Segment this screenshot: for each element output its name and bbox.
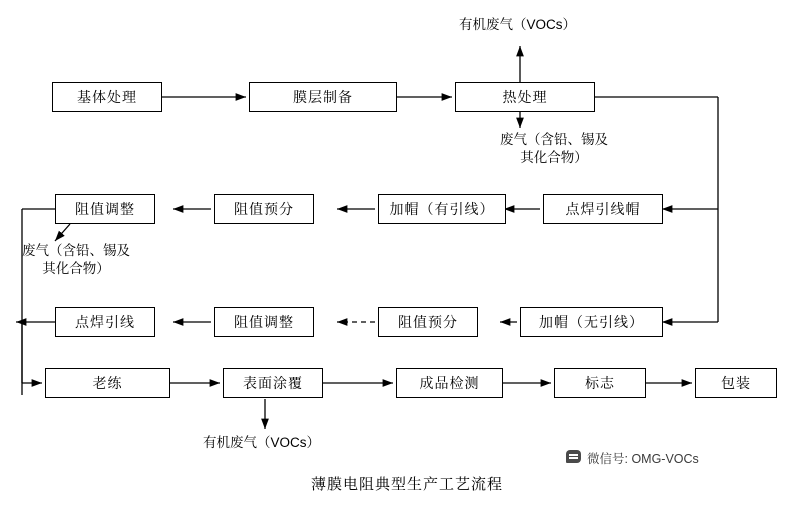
annotation-line: 废气（含铅、锡及 [500, 132, 608, 147]
watermark-text: 微信号: OMG-VOCs [587, 452, 699, 466]
annotation-vocs-heat-treatment [459, 16, 576, 34]
process-box-resistance-presort-lower[interactable] [378, 307, 478, 337]
process-box-heat-treatment[interactable] [455, 82, 595, 112]
box-label: 阻值调整 [75, 201, 135, 217]
box-label: 热处理 [502, 89, 548, 105]
process-box-packaging[interactable] [695, 368, 777, 398]
annotation-waste-gas-heat-treatment [500, 131, 608, 167]
annotation-waste-gas-resistance-adjust [22, 242, 130, 278]
box-label: 成品检测 [419, 375, 480, 391]
process-box-aging[interactable] [45, 368, 170, 398]
process-box-surface-coating[interactable] [223, 368, 323, 398]
annotation-line: 废气（含铅、锡及 [22, 243, 130, 258]
annotation-line: 有机废气（VOCs） [203, 435, 321, 450]
diagram-title: 薄膜电阻典型生产工艺流程 [311, 476, 504, 493]
box-label: 标志 [585, 375, 615, 391]
process-box-cap-with-lead[interactable] [378, 194, 506, 224]
process-box-film-preparation[interactable] [249, 82, 397, 112]
process-box-final-inspection[interactable] [396, 368, 503, 398]
box-label: 阻值预分 [234, 201, 294, 217]
annotation-vocs-surface-coating [203, 434, 320, 452]
box-label: 表面涂覆 [243, 375, 303, 391]
annotation-line: 其化合物） [520, 150, 588, 166]
annotation-line: 有机废气（VOCs） [459, 17, 577, 32]
process-box-resistance-adjust-upper[interactable] [55, 194, 155, 224]
wechat-icon [566, 450, 581, 463]
process-box-spot-weld-lead[interactable] [55, 307, 155, 337]
box-label: 包装 [721, 375, 751, 391]
process-box-marking[interactable] [554, 368, 646, 398]
process-box-resistance-adjust-lower[interactable] [214, 307, 314, 337]
box-label: 老练 [92, 375, 123, 391]
box-label: 点焊引线帽 [565, 201, 641, 217]
box-label: 阻值预分 [398, 314, 458, 330]
box-label: 点焊引线 [75, 314, 135, 330]
process-box-resistance-presort-upper[interactable] [214, 194, 314, 224]
process-box-spot-weld-lead-cap[interactable] [543, 194, 663, 224]
box-label: 加帽（无引线） [539, 314, 644, 330]
box-label: 阻值调整 [234, 314, 294, 330]
process-box-substrate-treatment[interactable] [52, 82, 162, 112]
box-label: 加帽（有引线） [389, 201, 495, 217]
annotation-line: 其化合物） [42, 261, 110, 277]
process-box-cap-without-lead[interactable] [520, 307, 663, 337]
box-label: 基体处理 [77, 89, 137, 105]
box-label: 膜层制备 [293, 89, 353, 105]
